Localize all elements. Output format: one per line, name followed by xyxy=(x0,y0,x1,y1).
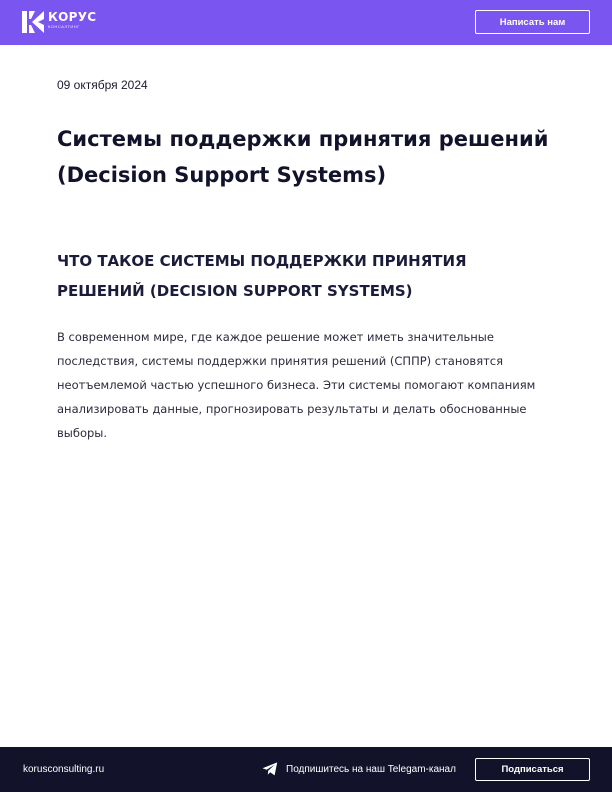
section-heading: ЧТО ТАКОЕ СИСТЕМЫ ПОДДЕРЖКИ ПРИНЯТИЯ РЕШЕНИЙ (DECISION SUPPORT SYSTEMS) xyxy=(57,252,467,300)
write-us-button[interactable]: Написать нам xyxy=(475,10,590,34)
logo-subtitle: КОНСАЛТИНГ xyxy=(48,24,80,29)
korus-logo-icon xyxy=(22,11,44,33)
telegram-subscribe-text: Подпишитесь на наш Telegam-канал xyxy=(286,764,456,775)
page-header xyxy=(0,0,612,45)
article-date: 09 октября 2024 xyxy=(57,78,148,92)
logo-word: КОРУС xyxy=(48,10,97,24)
korus-logo[interactable] xyxy=(22,11,96,35)
page-footer xyxy=(0,747,612,792)
site-link[interactable]: korusconsulting.ru xyxy=(23,764,105,775)
article-paragraph: В современном мире, где каждое решение может иметь значительные последствия, системы поддержки принятия решений (СППР) становятся неотъемлемой частью успешного бизнеса. Эти системы помогают компаниям анализировать данные, прогнозировать результаты и делать обоснованные выборы. xyxy=(57,330,536,440)
telegram-icon xyxy=(262,762,278,776)
article-title: Системы поддержки принятия решений (Decision Support Systems) xyxy=(57,127,549,187)
subscribe-button[interactable]: Подписаться xyxy=(475,758,590,781)
logo-text xyxy=(48,11,96,30)
